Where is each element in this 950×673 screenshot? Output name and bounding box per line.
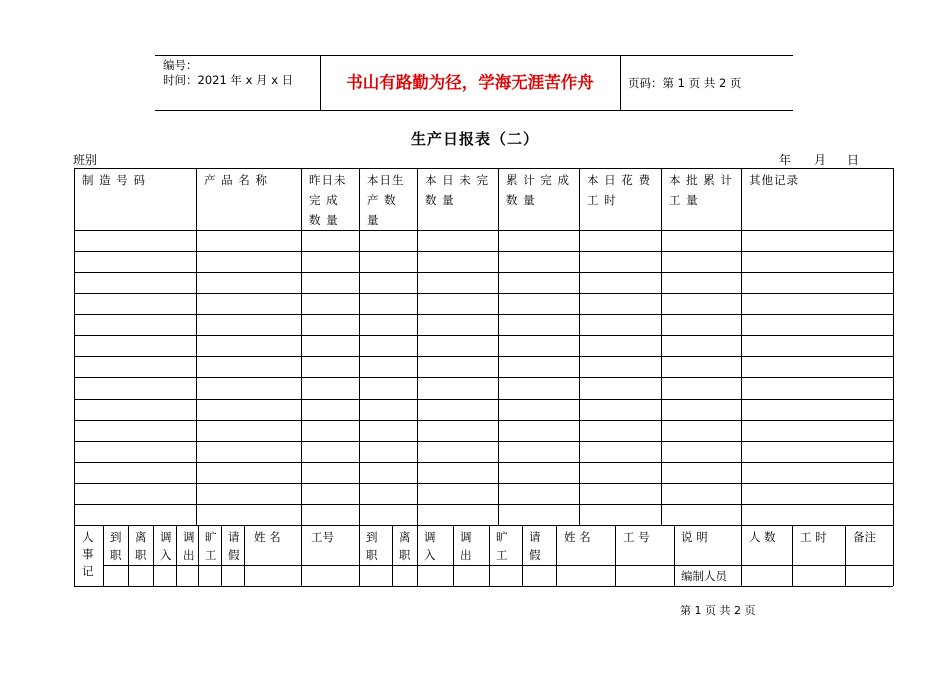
- time-label: 时间：2021 年 x 月 x 日: [163, 73, 294, 87]
- personnel-column-rule: [176, 525, 177, 586]
- personnel-column-rule: [392, 525, 393, 586]
- personnel-item-top: 请: [228, 529, 240, 544]
- personnel-column-rule: [103, 525, 104, 586]
- personnel-column-rule: [128, 525, 129, 586]
- personnel-item-bottom: 工: [496, 547, 508, 562]
- personnel-column-rule: [198, 525, 199, 586]
- table-border-bottom: [74, 586, 893, 587]
- personnel-item-top: 旷: [496, 529, 508, 544]
- column-rule: [196, 168, 197, 525]
- number-label: 编号：: [163, 58, 198, 72]
- personnel-section-char: 事: [82, 546, 94, 561]
- date-day-label: 日: [847, 153, 860, 167]
- personnel-name-label: 姓 名: [254, 529, 281, 544]
- personnel-item-bottom: 职: [110, 547, 122, 562]
- team-label: 班别: [73, 153, 98, 167]
- personnel-item-bottom: 职: [135, 547, 147, 562]
- personnel-item-top: 调: [183, 529, 195, 544]
- column-header: [587, 170, 651, 210]
- personnel-column-rule: [244, 525, 245, 586]
- personnel-item-top: 到: [110, 529, 122, 544]
- personnel-column-rule: [845, 525, 846, 586]
- column-header-line: 本 日 未 完: [425, 173, 489, 187]
- column-header-line: 数 量: [506, 193, 536, 207]
- personnel-column-rule: [221, 525, 222, 586]
- personnel-item-bottom: 入: [424, 547, 436, 562]
- personnel-item-top: 调: [424, 529, 436, 544]
- column-header: [309, 170, 347, 230]
- personnel-column-rule: [522, 525, 523, 586]
- motto: 书山有路勤为径，学海无涯苦作舟: [346, 73, 594, 92]
- column-rule: [359, 168, 360, 525]
- personnel-item-bottom: 出: [460, 547, 472, 562]
- personnel-editor-label: 编制人员: [681, 569, 727, 583]
- column-rule: [661, 168, 662, 525]
- personnel-item-bottom: 假: [228, 547, 240, 562]
- personnel-id-label: 工号: [311, 529, 334, 544]
- personnel-remarks-label: 备注: [853, 529, 876, 544]
- page-title: 生产日报表（二）: [410, 130, 539, 148]
- column-header-line: 产 数: [367, 193, 397, 207]
- personnel-item-top: 调: [460, 529, 472, 544]
- personnel-column-rule: [453, 525, 454, 586]
- column-header: [204, 170, 268, 190]
- personnel-column-rule: [615, 525, 616, 586]
- personnel-column-rule: [359, 525, 360, 586]
- column-header-line: 本 日 花 费: [587, 173, 651, 187]
- date-year-label: 年: [779, 153, 792, 167]
- personnel-column-rule: [674, 525, 675, 586]
- column-header: [749, 170, 799, 190]
- column-rule: [498, 168, 499, 525]
- column-header: [506, 170, 570, 210]
- personnel-column-rule: [417, 525, 418, 586]
- column-header-line: 本日生: [367, 173, 405, 187]
- column-rule: [301, 168, 302, 525]
- column-header-line: 数 量: [425, 193, 455, 207]
- personnel-item-top: 到: [366, 529, 378, 544]
- personnel-column-rule: [792, 525, 793, 586]
- column-header-line: 累 计 完 成: [506, 173, 570, 187]
- column-header-line: 量: [367, 213, 380, 227]
- table-border-right: [893, 168, 894, 586]
- column-header: [425, 170, 489, 210]
- personnel-column-rule: [741, 525, 742, 586]
- body-row-rule: [74, 525, 893, 526]
- date-month-label: 月: [814, 153, 827, 167]
- personnel-item-bottom: 职: [399, 547, 411, 562]
- personnel-section-char: 人: [82, 529, 94, 544]
- column-header: [367, 170, 405, 230]
- column-header-line: 产 品 名 称: [204, 173, 268, 187]
- personnel-item-top: 旷: [205, 529, 217, 544]
- column-rule: [741, 168, 742, 525]
- personnel-item-bottom: 假: [529, 547, 541, 562]
- personnel-item-top: 离: [135, 529, 147, 544]
- column-header-line: 工 量: [669, 193, 699, 207]
- column-header-line: 本 批 累 计: [669, 173, 733, 187]
- personnel-item-top: 离: [399, 529, 411, 544]
- column-header-line: 制 造 号 码: [82, 173, 146, 187]
- personnel-note-label: 说 明: [681, 529, 708, 544]
- personnel-item-top: 调: [160, 529, 172, 544]
- column-header-line: 工 时: [587, 193, 617, 207]
- column-header-line: 昨日未: [309, 173, 347, 187]
- page-info: 页码：第 1 页 共 2 页: [628, 76, 742, 90]
- personnel-item-bottom: 工: [205, 547, 217, 562]
- column-header-line: 其他记录: [749, 173, 799, 187]
- personnel-item-top: 请: [529, 529, 541, 544]
- column-rule: [579, 168, 580, 525]
- personnel-column-rule: [301, 525, 302, 586]
- personnel-section-char: 记: [82, 563, 94, 578]
- personnel-item-bottom: 职: [366, 547, 378, 562]
- column-header: [669, 170, 733, 210]
- personnel-hours-label: 工 时: [800, 529, 827, 544]
- personnel-count-label: 人 数: [749, 529, 776, 544]
- column-header-line: 数 量: [309, 213, 339, 227]
- personnel-column-rule: [153, 525, 154, 586]
- personnel-id-label: 工 号: [623, 529, 650, 544]
- column-header: [82, 170, 146, 190]
- personnel-item-bottom: 入: [160, 547, 172, 562]
- personnel-name-label: 姓 名: [564, 529, 591, 544]
- footer-page: 第 1 页 共 2 页: [680, 604, 756, 617]
- personnel-column-rule: [556, 525, 557, 586]
- column-rule: [417, 168, 418, 525]
- column-header-line: 完 成: [309, 193, 339, 207]
- personnel-item-bottom: 出: [183, 547, 195, 562]
- personnel-column-rule: [489, 525, 490, 586]
